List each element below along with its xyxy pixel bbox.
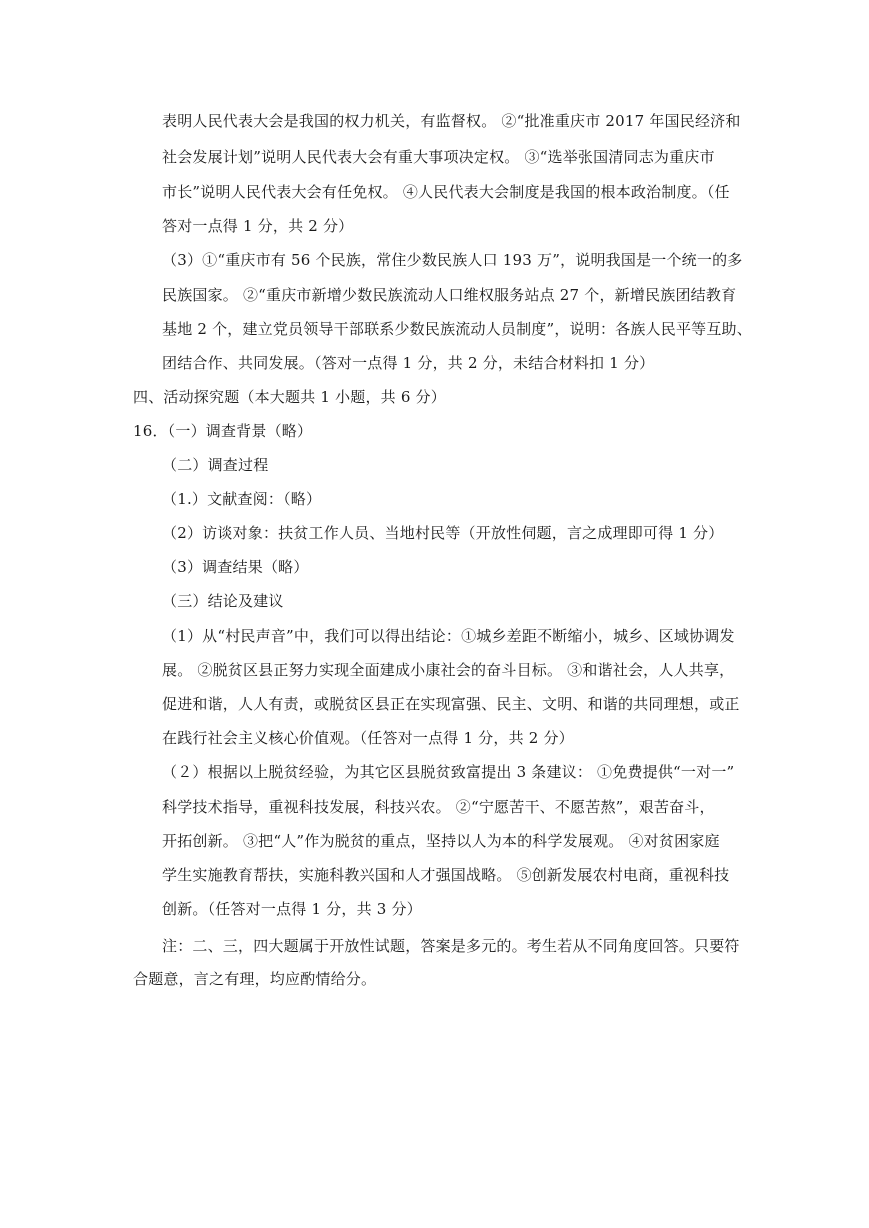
- text-line: （1）从“村民声音”中，我们可以得出结论：①城乡差距不断缩小，城乡、区域协调发: [162, 627, 735, 645]
- text-line: 在践行社会主义核心价值观。（任答对一点得 1 分，共 2 分）: [162, 729, 574, 747]
- text-line: （二）调查过程: [162, 456, 269, 474]
- note-line: 注：二、三，四大题属于开放性试题，答案是多元的。考生若从不同角度回答。只要符: [162, 937, 740, 955]
- text-line: 开拓创新。 ③把“人”作为脱贫的重点，坚持以人为本的科学发展观。 ④对贫困家庭: [162, 832, 720, 850]
- text-line: 创新。（任答对一点得 1 分，共 3 分）: [162, 900, 422, 918]
- text-line: （２）根据以上脱贫经验，为其它区县脱贫致富提出 3 条建议： ①免费提供“一对一”: [162, 763, 735, 781]
- text-line: （2）访谈对象：扶贫工作人员、当地村民等（开放性伺题，言之成理即可得 1 分）: [162, 524, 724, 542]
- text-line: 促进和谐，人人有责，或脱贫区县正在实现富强、民主、文明、和谐的共同理想，或正: [162, 695, 740, 713]
- text-line: 团结合作、共同发展。（答对一点得 1 分，共 2 分，未结合材料扣 1 分）: [162, 354, 655, 372]
- text-line: 学生实施教育帮扶，实施科教兴国和人才强国战略。 ⑤创新发展农村电商，重视科技: [162, 866, 730, 884]
- text-line: 表明人民代表大会是我国的权力机关，有监督权。 ②“批准重庆市 2017 年国民经济和: [162, 112, 741, 130]
- text-line: 民族国家。 ②“重庆市新增少数民族流动人口维权服务站点 27 个，新增民族团结教育: [162, 286, 737, 304]
- text-line: （3）调查结果（略）: [162, 558, 309, 576]
- text-line: 展。 ②脱贫区县正努力实现全面建成小康社会的奋斗目标。 ③和谐社会，人人共享，: [162, 661, 735, 679]
- text-line: （3）①“重庆市有 56 个民族，常住少数民族人口 193 万”，说明我国是一个统一的多: [162, 251, 743, 269]
- note-line: 合题意，言之有理，均应酌情给分。: [133, 970, 377, 988]
- text-line: 市长”说明人民代表大会有任免权。 ④人民代表大会制度是我国的根本政治制度。（任: [162, 183, 730, 201]
- text-line: 答对一点得 1 分，共 2 分）: [162, 217, 354, 235]
- section-heading: 四、活动探究题（本大题共 1 小题，共 6 分）: [133, 388, 446, 406]
- question-number-line: 16．（一）调查背景（略）: [133, 422, 313, 440]
- text-line: （1.）文献查阅：（略）: [162, 490, 322, 508]
- text-line: 社会发展计划”说明人民代表大会有重大事项决定权。 ③“选举张国清同志为重庆市: [162, 148, 715, 166]
- text-line: 科学技术指导，重视科技发展，科技兴农。 ②“宁愿苦干、不愿苦熬”，艰苦奋斗，: [162, 798, 715, 816]
- text-line: （三）结论及建议: [162, 592, 284, 610]
- text-line: 基地 2 个，建立党员领导干部联系少数民族流动人员制度”，说明：各族人民平等互助、: [162, 320, 752, 338]
